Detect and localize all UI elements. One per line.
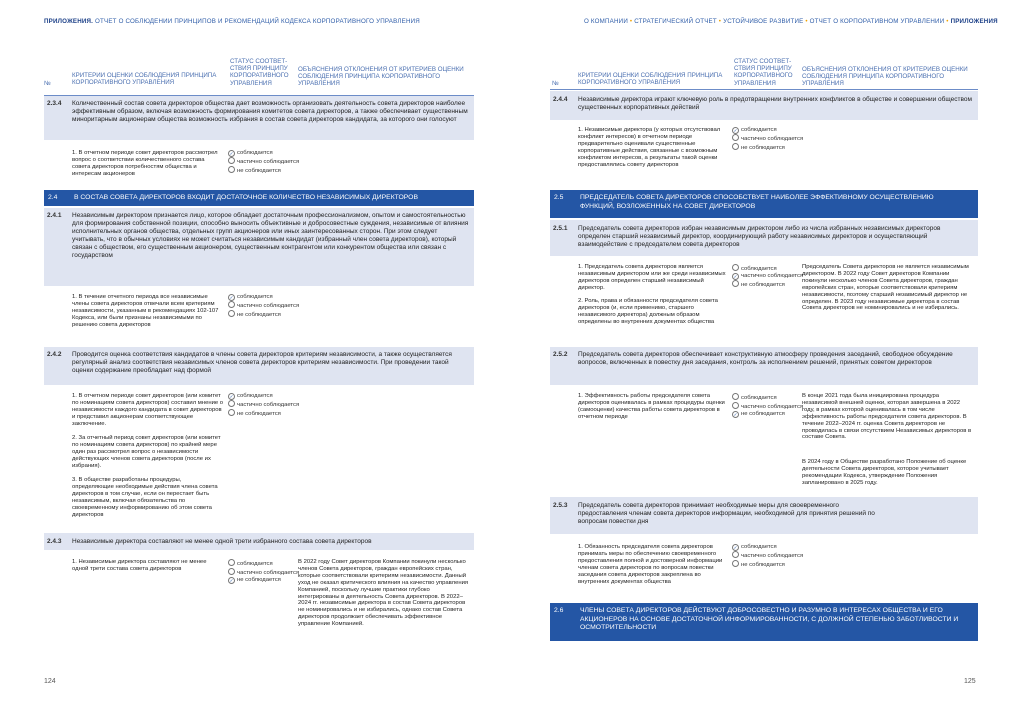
status-list (228, 393, 299, 419)
radio-icon (228, 559, 235, 566)
col-status: СТАТУС СООТВЕТ-СТВИЯ ПРИНЦИПУ КОРПОРАТИВНОГО УПРАВЛЕНИЯ (734, 58, 793, 87)
page-number: 125 (964, 678, 976, 685)
status-list (732, 544, 803, 570)
criteria-text-1: 1. Председатель совета директоров является независимым директором или же среди независимых директоров определен старший независимый директор. (578, 264, 726, 291)
header-title: ОТЧЕТ О СОБЛЮДЕНИИ ПРИНЦИПОВ И РЕКОМЕНДАЦИЙ КОДЕКСА КОРПОРАТИВНОГО УПРАВЛЕНИЯ (95, 18, 420, 25)
col-criteria: КРИТЕРИИ ОЦЕНКИ СОБЛЮДЕНИЯ ПРИНЦИПА КОРПОРАТИВНОГО УПРАВЛЕНИЯ (578, 72, 723, 87)
principle-text: Независимые директора составляют не менее одной трети избранного состава совета директоров (72, 538, 372, 545)
status-not-complied[interactable]: ✓ не соблюдается (229, 577, 281, 584)
page-number: 124 (44, 678, 56, 685)
radio-icon (228, 310, 235, 317)
nav-governance-report[interactable]: ОТЧЕТ О КОРПОРАТИВНОМ УПРАВЛЕНИИ (809, 18, 945, 25)
radio-icon (732, 280, 739, 287)
separator-dot-icon: • (629, 18, 633, 25)
criteria-text: 1. В отчетном периоде совет директоров рассмотрел вопрос о соответствии количественного состава совета директоров потребностям общества и интересам акционеров (72, 150, 218, 177)
col-explain: ОБЪЯСНЕНИЯ ОТКЛОНЕНИЯ ОТ КРИТЕРИЕВ ОЦЕНКИ СОБЛЮДЕНИЯ ПРИНЦИПА КОРПОРАТИВНОГО УПРАВЛЕНИЯ (802, 66, 968, 88)
check-icon: ✓ (733, 128, 738, 133)
nav-about[interactable]: О КОМПАНИИ (584, 18, 628, 25)
explanation-text-1: В конце 2021 года была инициирована процедура независимой внешней оценки, которая завершена в 2022 году, в рамках которой оценивалась в том числе эффективность работы председателя совета директоров. В течение 2022–2024 гг. оценка Совета директоров не проводилась в связи отсутствием Независимых директоров в составе Совета. (802, 393, 972, 441)
check-icon: ✓ (229, 578, 234, 584)
radio-icon (732, 134, 739, 141)
check-icon: ✓ (229, 394, 234, 399)
col-explain: ОБЪЯСНЕНИЯ ОТКЛОНЕНИЯ ОТ КРИТЕРИЕВ ОЦЕНКИ СОБЛЮДЕНИЯ ПРИНЦИПА КОРПОРАТИВНОГО УПРАВЛЕНИЯ (298, 66, 464, 88)
criteria-text-1: 1. В отчетном периоде совет директоров (или комитет по номинациям совета директоров) составил мнение о независимости каждого кандидата в совет директоров и представил акционерам соответствующее заключение. (72, 393, 224, 427)
nav-strategic-report[interactable]: СТРАТЕГИЧЕСКИЙ ОТЧЕТ (634, 18, 717, 25)
section-title: ЧЛЕНЫ СОВЕТА ДИРЕКТОРОВ ДЕЙСТВУЮТ ДОБРОСОВЕСТНО И РАЗУМНО В ИНТЕРЕСАХ ОБЩЕСТВА И ЕГО АКЦИОНЕРОВ НА ОСНОВЕ ДОСТАТОЧНОЙ ИНФОРМИРОВАННОСТИ, С ДОЛЖНОЙ СТЕПЕНЬЮ ЗАБОТЛИВОСТИ И ОСМОТРИТЕЛЬНОСТИ (580, 607, 959, 632)
status-partial[interactable]: частично соблюдается (732, 551, 803, 560)
status-list (732, 127, 803, 153)
status-not-complied[interactable]: не соблюдается (732, 280, 803, 289)
radio-icon (228, 409, 235, 416)
criteria-text: 1. Эффективность работы председателя совета директоров оценивалась в рамках процедуры оценки (самооценки) качества работы совета директоров в отчетном периоде (578, 393, 725, 420)
explanation-text: Председатель Совета директоров не является независимым директором. В 2022 году Совет директоров Компании покинули несколько членов Совета директоров, граждан европейских стран, которые соответствовали критериям независимости, поэтому старший независимый директор не определен. В 2023 году независимые директора в состав Совета директоров не номинировались и не избирались. (802, 264, 969, 312)
separator-dot-icon: • (718, 18, 722, 25)
criteria-text: 1. Обязанность председателя совета директоров принимать меры по обеспечению своевременного предоставления полной и достоверной информации членам совета директоров по вопросам повестки заседания совета директоров закреплена во внутренних документах общества (578, 544, 723, 585)
radio-icon (228, 157, 235, 164)
status-complied[interactable]: ✓ соблюдается (229, 150, 273, 156)
principle-text: Председатель совета директоров принимает необходимые меры для своевременного предоставления членам совета директоров информации, необходимой для принятия решений по вопросам повестки дня (578, 502, 875, 526)
section-title: В СОСТАВ СОВЕТА ДИРЕКТОРОВ ВХОДИТ ДОСТАТОЧНОЕ КОЛИЧЕСТВО НЕЗАВИСИМЫХ ДИРЕКТОРОВ (74, 194, 418, 201)
status-complied[interactable]: ✓ соблюдается (229, 393, 273, 399)
section-number: 2.6 (554, 607, 564, 614)
row-number: 2.3.4 (47, 100, 62, 107)
radio-icon (732, 402, 739, 409)
check-icon: ✓ (733, 545, 738, 550)
explanation-text: В 2022 году Совет директоров Компании покинули несколько членов Совета директоров, граждан европейских стран, которые соответствовали критериям независимости. Данный уход не оказал критического влияния на качество управления Компанией, поскольку лучшие практики глубоко интегрированы в деятельность Совета директоров. В 2022–2024 гг. независимые директора в состав Совета директоров не номинировались и не избирались, однако состав Совета директоров продолжает обеспечивать эффективное управление Компанией. (298, 559, 469, 628)
right-page (512, 0, 1024, 723)
principle-text: Председатель совета директоров обеспечивает конструктивную атмосферу проведения заседаний, свободное обсуждение вопросов, включенных в повестку дня заседания, контроль за исполнением решений, принятых советом директоров (578, 351, 953, 367)
check-icon: ✓ (733, 274, 738, 280)
header-section[interactable]: ПРИЛОЖЕНИЯ. (44, 18, 94, 25)
section-2-5 (550, 190, 978, 218)
status-complied[interactable]: соблюдается (732, 393, 803, 402)
radio-icon (732, 393, 739, 400)
criteria-text-2: 2. За отчетный период совет директоров (или комитет по номинациям совета директоров) по крайней мере один раз рассмотрел вопрос о независимости действующих членов совета директоров (после их избрания). (72, 435, 221, 469)
status-partial[interactable]: частично соблюдается (228, 568, 299, 577)
status-complied[interactable]: ✓ соблюдается (229, 294, 273, 300)
status-list (228, 294, 299, 320)
row-number: 2.5.1 (553, 225, 568, 232)
status-not-complied[interactable]: не соблюдается (732, 560, 803, 569)
principle-text: Независимым директором признается лицо, которое обладает достаточным профессионализмом, опытом и самостоятельностью для формирования собственной позиции, способно выносить объективные и добросовестные суждения, независимые от влияния исполнительных органов общества, отдельных групп акционеров или иных заинтересованных сторон. При этом следует учитывать, что в обычных условиях не может считаться независимым кандидат (избранный член совета директоров), который связан с обществом, его существенным акционером, существенным контрагентом или конкурентом общества или связан с государством (72, 212, 469, 260)
status-list (228, 559, 299, 585)
section-2-4 (44, 190, 474, 206)
explanation-text-2: В 2024 году в Обществе разработано Положение об оценке деятельности Совета директоров, которое учитывает рекомендации Кодекса, утверждение Положения запланировано в 2025 году. (802, 459, 967, 486)
status-partial[interactable]: частично соблюдается (732, 402, 803, 411)
criteria-text-3: 3. В обществе разработаны процедуры, определяющие необходимые действия члена совета директоров в том случае, если он перестает быть независимым, включая обязательства по своевременному информированию об этом совета директоров (72, 477, 218, 518)
separator-dot-icon: • (805, 18, 808, 25)
row-number: 2.5.3 (553, 502, 568, 509)
status-complied[interactable]: соблюдается (732, 264, 803, 273)
status-complied[interactable]: ✓ соблюдается (733, 544, 777, 550)
radio-icon (732, 560, 739, 567)
status-partial[interactable]: ✓ частично соблюдается (733, 273, 804, 280)
status-partial[interactable]: частично соблюдается (732, 134, 803, 143)
check-icon: ✓ (733, 412, 738, 418)
page-header (44, 18, 420, 25)
col-status: СТАТУС СООТВЕТ-СТВИЯ ПРИНЦИПУ КОРПОРАТИВНОГО УПРАВЛЕНИЯ (230, 58, 289, 87)
status-list (228, 150, 299, 176)
top-nav (584, 18, 998, 25)
principle-text: Независимые директора играют ключевую роль в предотвращении внутренних конфликтов в обществе и совершении обществом существенных корпоративных действий (578, 96, 972, 112)
section-number: 2.4 (48, 194, 58, 201)
status-not-complied[interactable]: ✓ не соблюдается (733, 411, 785, 418)
radio-icon (228, 400, 235, 407)
status-not-complied[interactable]: не соблюдается (228, 409, 299, 418)
check-icon: ✓ (229, 295, 234, 300)
status-not-complied[interactable]: не соблюдается (732, 143, 803, 152)
radio-icon (228, 301, 235, 308)
separator-dot-icon: • (946, 18, 949, 25)
row-number: 2.4.2 (47, 351, 62, 358)
criteria-text: 1. Независимые директора (у которых отсутствовал конфликт интересов) в отчетном периоде предварительно оценивали существенные корпоративные действия, связанные с возможным конфликтом интересов, а результаты такой оценки предоставлялись совету директоров (578, 127, 721, 168)
criteria-text: 1. Независимые директора составляют не менее одной трети состава совета директоров (72, 559, 207, 572)
status-not-complied[interactable]: не соблюдается (228, 310, 299, 319)
principle-text: Проводится оценка соответствия кандидатов в члены совета директоров критериям независимости, а также осуществляется регулярный анализ соответствия независимых членов совета директоров критериям независимости. При проведении такой оценки содержание преобладает над формой (72, 351, 452, 375)
col-criteria: КРИТЕРИИ ОЦЕНКИ СОБЛЮДЕНИЯ ПРИНЦИПА КОРПОРАТИВНОГО УПРАВЛЕНИЯ (72, 72, 217, 87)
row-number: 2.4.1 (47, 212, 62, 219)
status-not-complied[interactable]: не соблюдается (228, 166, 299, 175)
check-icon: ✓ (229, 151, 234, 156)
row-number: 2.5.2 (553, 351, 568, 358)
section-title: ПРЕДСЕДАТЕЛЬ СОВЕТА ДИРЕКТОРОВ СПОСОБСТВУЕТ НАИБОЛЕЕ ЭФФЕКТИВНОМУ ОСУЩЕСТВЛЕНИЮ ФУНКЦИЙ, ВОЗЛОЖЕННЫХ НА СОВЕТ ДИРЕКТОРОВ (580, 194, 934, 210)
header-rule (550, 89, 978, 90)
principle-text: Количественный состав совета директоров общества дает возможность организовать деятельность совета директоров наиболее эффективным образом, включая возможность формирования комитетов совета директоров, а также обеспечивает существенным миноритарным акционерам общества возможность избрания в состав совета директоров кандидата, за которого они голосуют (72, 100, 468, 124)
status-complied[interactable]: ✓ соблюдается (733, 127, 777, 133)
radio-icon (732, 143, 739, 150)
nav-sustainability[interactable]: УСТОЙЧИВОЕ РАЗВИТИЕ (723, 18, 804, 25)
col-no: № (552, 80, 559, 87)
status-partial[interactable]: частично соблюдается (228, 157, 299, 166)
col-no: № (44, 80, 51, 87)
section-2-6 (550, 603, 978, 641)
radio-icon (732, 551, 739, 558)
radio-icon (228, 568, 235, 575)
nav-appendices[interactable]: ПРИЛОЖЕНИЯ (950, 18, 998, 25)
principle-text: Председатель совета директоров избран независимым директором либо из числа избранных независимых директоров определен старший независимый директор, координирующий работу независимых директоров и осуществляющий взаимодействие с председателем совета директоров (578, 225, 941, 249)
status-list (732, 393, 803, 419)
row-number: 2.4.4 (553, 96, 568, 103)
status-complied[interactable]: соблюдается (228, 559, 299, 568)
status-list (732, 264, 803, 290)
radio-icon (732, 264, 739, 271)
row-number: 2.4.3 (47, 538, 62, 545)
radio-icon (228, 166, 235, 173)
status-partial[interactable]: частично соблюдается (228, 301, 299, 310)
criteria-text: 1. В течение отчетного периода все независимые члены совета директоров отвечали всем критериям независимости, указанным в рекомендациях 102-107 Кодекса, или были признаны независимыми по решению совета директоров (72, 294, 219, 328)
section-number: 2.5 (554, 194, 564, 201)
status-partial[interactable]: частично соблюдается (228, 400, 299, 409)
criteria-text-2: 2. Роль, права и обязанности председателя совета директоров (и, если применимо, старшего независимого директора) должным образом определены во внутренних документах общества (578, 298, 718, 325)
